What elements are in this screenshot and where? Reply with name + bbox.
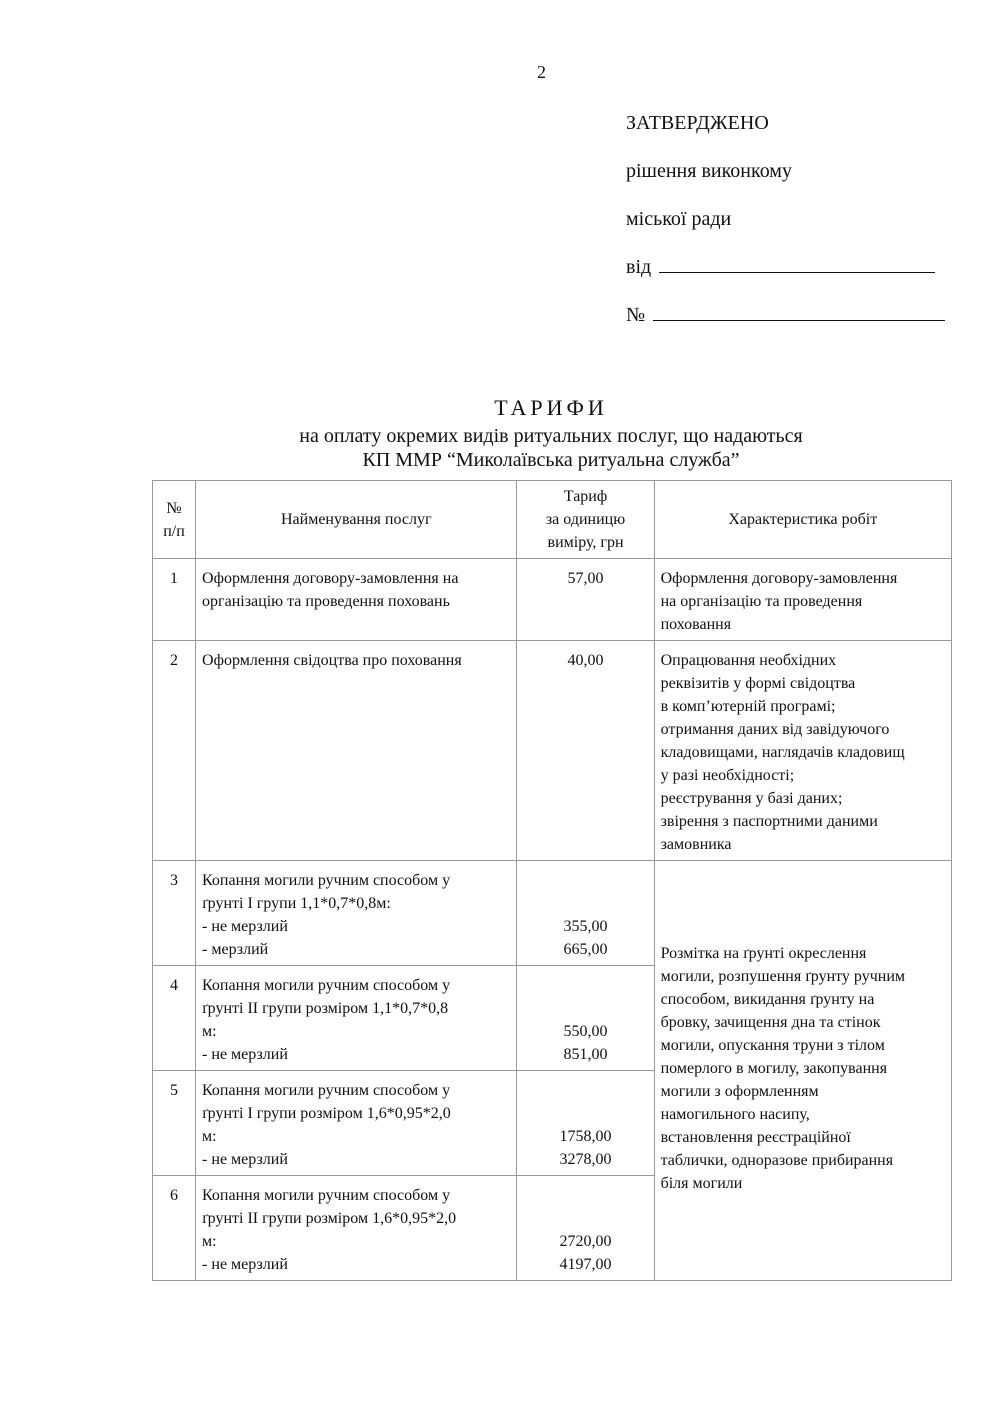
row-tariff: 2720,00 4197,00: [517, 1176, 654, 1281]
row-desc: Опрацювання необхідних реквізитів у формі свідоцтва в комп’ютерній програмі; отримання даних від завідуючого кладовищами, наглядачів кладовищ у разі необхідності; реєстрування у базі даних; звірення з паспортними даними замовника: [654, 641, 951, 861]
number-blank-line: [653, 300, 945, 321]
table-row: [153, 861, 952, 966]
header-desc: Характеристика робіт: [654, 481, 951, 559]
row-tariff: 40,00: [517, 641, 654, 861]
table-row: [153, 559, 952, 641]
row-desc: Оформлення договору-замовлення на організацію та проведення поховання: [654, 559, 951, 641]
row-name: Копання могили ручним способом у ґрунті ІІ групи розміром 1,1*0,7*0,8 м: - не мерзлий: [196, 966, 517, 1071]
title-sub-1: на оплату окремих видів ритуальних послуг, що надаються: [299, 425, 803, 447]
row-desc-merged: Розмітка на ґрунті окреслення могили, розпушення ґрунту ручним способом, викидання ґрунту на бровку, зачищення дна та стінок могили, опускання труни з тілом померлого в могилу, закопування могили з оформленням намогильного насипу, встановлення реєстраційної таблички, одноразове прибирання біля могили: [654, 861, 951, 1281]
row-num: 6: [153, 1176, 196, 1281]
approval-date: [626, 252, 945, 300]
header-tariff: Тариф за одиницю виміру, грн: [517, 481, 654, 559]
row-name: Копання могили ручним способом у ґрунті ІІ групи розміром 1,6*0,95*2,0 м: - не мерзлий: [196, 1176, 517, 1281]
title-main: ТАРИФИ: [494, 395, 608, 420]
row-name: Оформлення свідоцтва про поховання: [196, 641, 517, 861]
row-name: Копання могили ручним способом у ґрунті І групи 1,1*0,7*0,8м: - не мерзлий - мерзлий: [196, 861, 517, 966]
table-header-row: [153, 481, 952, 559]
row-name: Копання могили ручним способом у ґрунті І групи розміром 1,6*0,95*2,0 м: - не мерзлий: [196, 1071, 517, 1176]
date-blank-line: [659, 252, 935, 273]
approval-heading: ЗАТВЕРДЖЕНО: [626, 112, 769, 134]
row-tariff: 550,00 851,00: [517, 966, 654, 1071]
row-num: 4: [153, 966, 196, 1071]
approval-line-2: міської ради: [626, 208, 732, 230]
tariff-table: [152, 480, 952, 1281]
table-row: [153, 641, 952, 861]
document-title: [150, 392, 952, 472]
title-sub-2: КП ММР “Миколаївська ритуальна служба”: [362, 449, 740, 471]
page-number: 2: [537, 62, 546, 82]
row-num: 2: [153, 641, 196, 861]
approval-line-1: рішення виконкому: [626, 160, 792, 182]
number-label: №: [626, 304, 646, 326]
row-num: 3: [153, 861, 196, 966]
row-name: Оформлення договору-замовлення на організацію та проведення поховань: [196, 559, 517, 641]
approval-stamp: [626, 108, 945, 348]
header-num: № п/п: [153, 481, 196, 559]
header-name: Найменування послуг: [196, 481, 517, 559]
row-num: 1: [153, 559, 196, 641]
row-num: 5: [153, 1071, 196, 1176]
row-tariff: 355,00 665,00: [517, 861, 654, 966]
approval-number: [626, 300, 945, 348]
date-label: від: [626, 256, 652, 278]
row-tariff: 1758,00 3278,00: [517, 1071, 654, 1176]
row-tariff: 57,00: [517, 559, 654, 641]
